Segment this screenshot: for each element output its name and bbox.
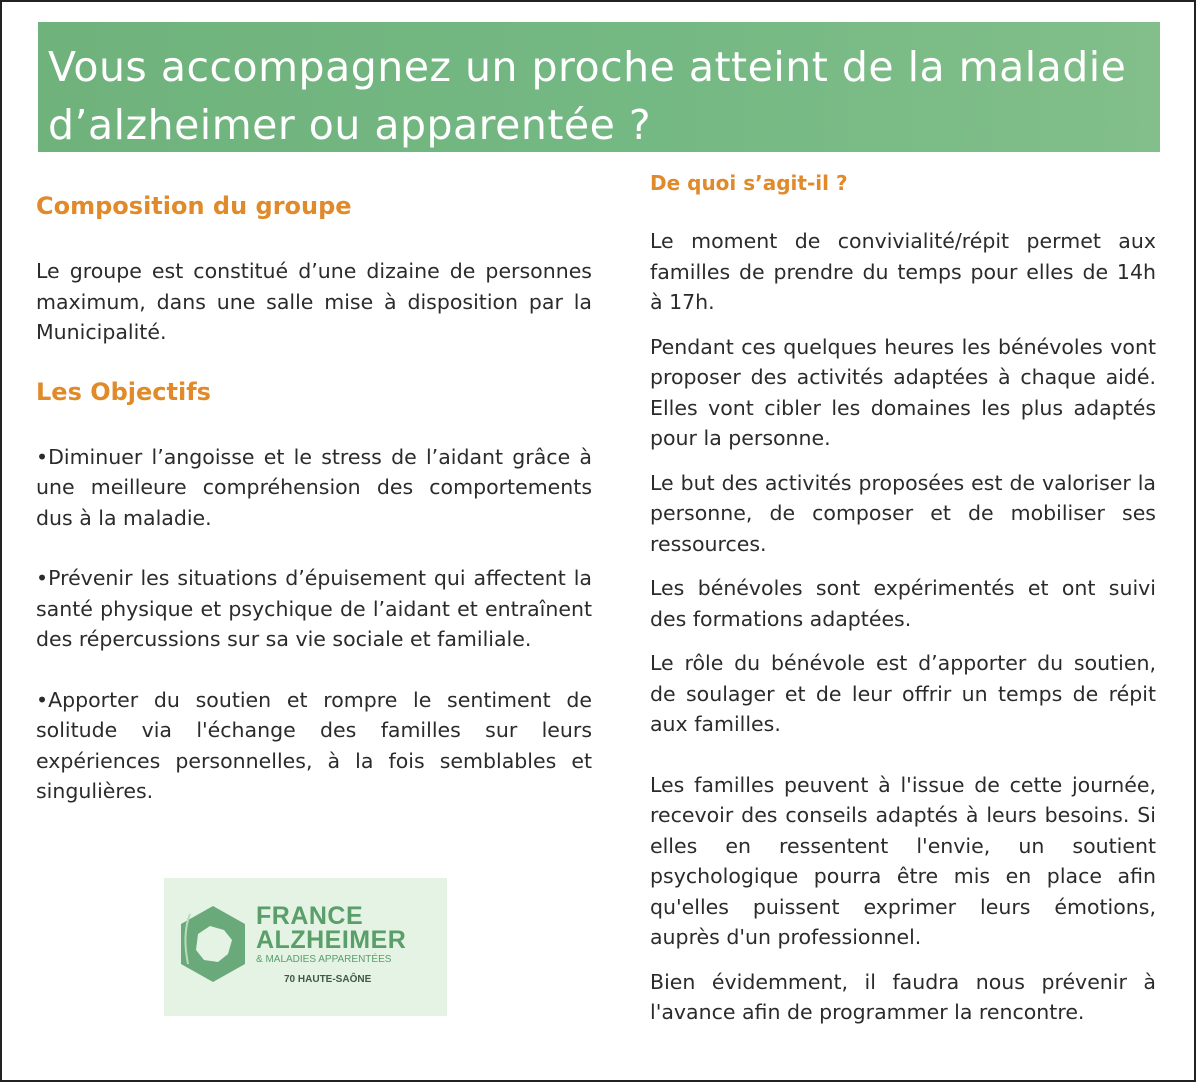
composition-text: Le groupe est constitué d’une dizaine de personnes maximum, dans une salle mise à disposition par la Municipalité.: [36, 259, 592, 344]
objectif-item-3: •Apporter du soutien et rompre le sentiment de solitude via l'échange des familles sur leurs expériences personnelles, à la fois semblables et singulières.: [36, 687, 592, 803]
logo-line-2: ALZHEIMER: [256, 926, 407, 954]
logo-subtitle: & MALADIES APPARENTÉES: [256, 954, 392, 965]
right-paragraph-5: Le rôle du bénévole est d’apporter du soutien, de soulager et de leur offrir un temps de répit aux familles.: [650, 651, 1156, 736]
page-title: [48, 38, 1158, 154]
page-title-line-2: d’alzheimer ou apparentée ?: [48, 101, 652, 149]
objectifs-heading: Les Objectifs: [36, 377, 211, 406]
objectif-item-1: •Diminuer l’angoisse et le stress de l’aidant grâce à une meilleure compréhension des comportements dus à la maladie.: [36, 444, 592, 530]
objectif-item-2: •Prévenir les situations d’épuisement qui affectent la santé physique et psychique de l’aidant et entraînent des répercussions sur sa vie sociale et familiale.: [36, 566, 592, 651]
right-column: [650, 166, 1156, 1028]
right-paragraph-7: Bien évidemment, il faudra nous prévenir à l'avance afin de programmer la rencontre.: [650, 969, 1156, 1024]
logo-line-1: FRANCE: [256, 902, 364, 930]
de-quoi-heading: De quoi s’agit-il ?: [650, 171, 848, 195]
right-paragraph-3: Le but des activités proposées est de valoriser la personne, de composer et de mobiliser ses ressources.: [650, 470, 1156, 556]
left-column: [36, 186, 592, 807]
right-paragraph-2: Pendant ces quelques heures les bénévoles vont proposer des activités adaptées à chaque aidé. Elles vont cibler les domaines les plus adaptés pour la personne.: [650, 334, 1156, 450]
composition-heading: Composition du groupe: [36, 192, 352, 220]
france-map-hexagon-icon: [178, 904, 248, 984]
logo-department: 70 HAUTE-SAÔNE: [284, 974, 372, 985]
france-alzheimer-logo: [164, 878, 447, 1016]
right-paragraph-6: Les familles peuvent à l'issue de cette journée, recevoir des conseils adaptés à leurs besoins. Si elles en ressentent l'envie, un soutient psychologique pourra être mis en place afin qu'elles puissent exprimer leurs émotions, auprès d'un professionnel.: [650, 772, 1156, 949]
page-title-line-1: Vous accompagnez un proche atteint de la maladie: [48, 43, 1127, 91]
right-paragraph-4: Les bénévoles sont expérimentés et ont suivi des formations adaptées.: [650, 576, 1156, 631]
right-paragraph-1: Le moment de convivialité/répit permet aux familles de prendre du temps pour elles de 14h à 17h.: [650, 229, 1156, 314]
